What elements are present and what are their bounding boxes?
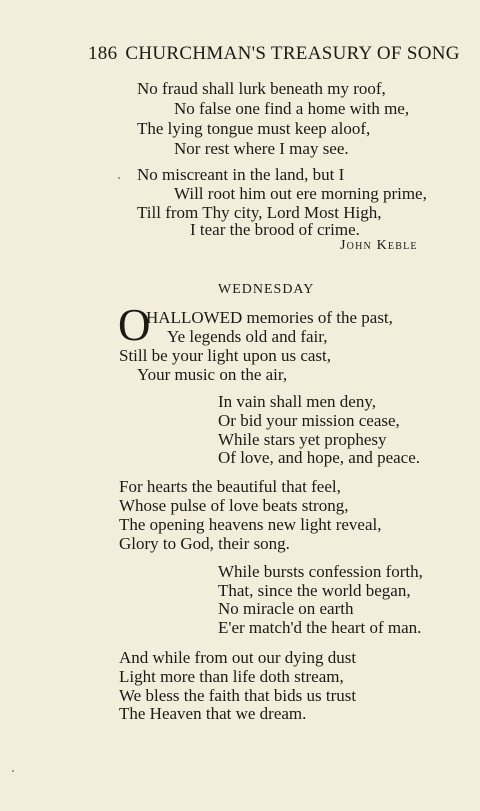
poem-line: Your music on the air,: [137, 365, 288, 384]
poem-line: Whose pulse of love beats strong,: [119, 496, 349, 515]
page-number: 186: [88, 43, 118, 64]
author-attribution: John Keble: [340, 238, 418, 253]
poem-line: While stars yet prophesy: [218, 430, 387, 449]
poem-line: No fraud shall lurk beneath my roof,: [137, 79, 386, 98]
poem-line: While bursts confession forth,: [218, 562, 423, 581]
poem-title: WEDNESDAY: [218, 282, 315, 297]
poem-line: The lying tongue must keep aloof,: [137, 119, 371, 138]
poem-line: HALLOWED memories of the past,: [146, 308, 393, 327]
poem-line: Till from Thy city, Lord Most High,: [137, 203, 382, 222]
drop-cap: O: [118, 300, 151, 350]
poem-line: That, since the world began,: [218, 581, 411, 600]
poem-line: E'er match'd the heart of man.: [218, 618, 422, 637]
poem-line: And while from out our dying dust: [119, 648, 357, 667]
poem-line: The Heaven that we dream.: [119, 704, 307, 723]
poem-line: For hearts the beautiful that feel,: [119, 477, 341, 496]
running-title: CHURCHMAN'S TREASURY OF SONG: [125, 43, 460, 64]
poem-line: No miscreant in the land, but I: [137, 165, 345, 184]
paper-speck: [12, 770, 14, 772]
poem-line: Glory to God, their song.: [119, 534, 290, 553]
poem-line: Of love, and hope, and peace.: [218, 448, 421, 467]
poem-line: Nor rest where I may see.: [174, 139, 349, 158]
poem-line: Ye legends old and fair,: [167, 327, 328, 346]
poem-line: No miracle on earth: [218, 599, 354, 618]
poem-line: Or bid your mission cease,: [218, 411, 400, 430]
poem-line: Still be your light upon us cast,: [119, 346, 332, 365]
poem-line: The opening heavens new light reveal,: [119, 515, 382, 534]
poem-line: In vain shall men deny,: [218, 392, 376, 411]
paper-speck: [118, 177, 120, 179]
page-header: [88, 43, 460, 65]
poem-line: Will root him out ere morning prime,: [174, 184, 427, 203]
poem-line: We bless the faith that bids us trust: [119, 686, 357, 705]
poem-line: Light more than life doth stream,: [119, 667, 344, 686]
poem-line: I tear the brood of crime.: [190, 220, 360, 239]
poem-line: No false one find a home with me,: [174, 99, 410, 118]
